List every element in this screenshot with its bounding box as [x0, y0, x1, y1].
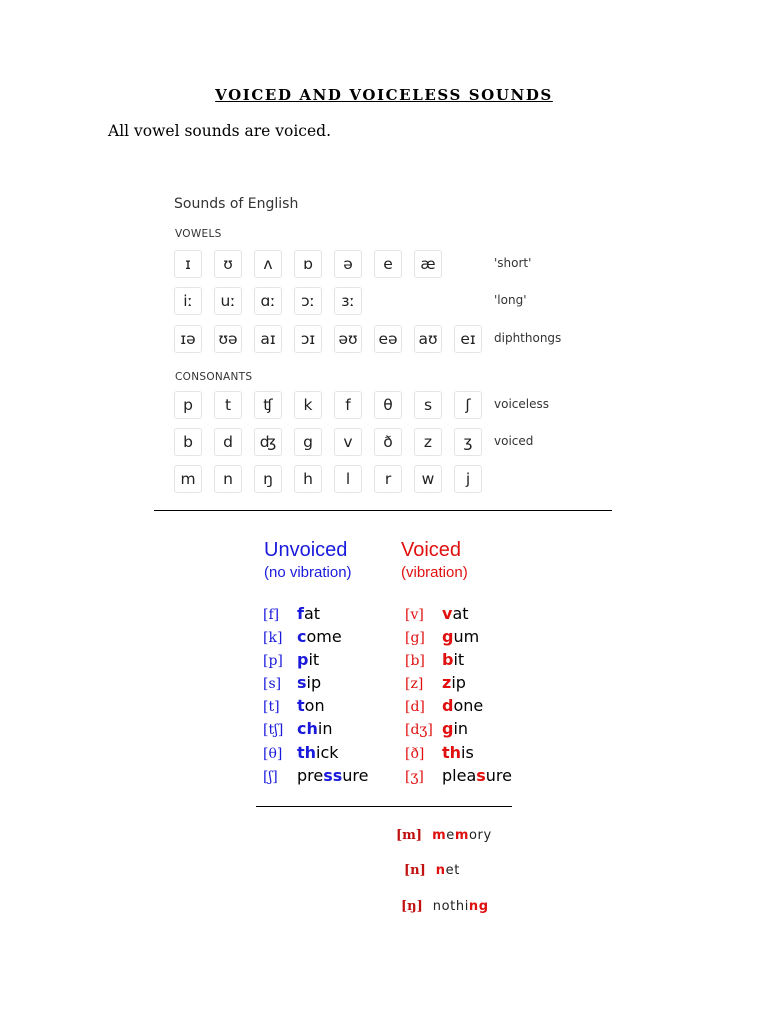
row-label: voiced [494, 434, 534, 448]
phoneme-cell: ɑː [254, 287, 282, 315]
sound-row [174, 250, 454, 278]
divider [154, 510, 612, 511]
consonants-label: CONSONANTS [175, 371, 253, 383]
phoneme-cell: θ [374, 391, 402, 419]
nasal-word: memory [432, 828, 492, 843]
phoneme-cell: j [454, 465, 482, 493]
voiced-word: this [442, 743, 474, 762]
sound-row [174, 391, 494, 419]
phoneme-cell: h [294, 465, 322, 493]
phoneme-cell: aɪ [254, 325, 282, 353]
voiced-word: vat [442, 604, 469, 623]
phoneme-cell: ŋ [254, 465, 282, 493]
phoneme-cell: eɪ [454, 325, 482, 353]
sounds-chart-title: Sounds of English [174, 196, 299, 212]
unvoiced-word: chin [297, 719, 333, 738]
row-label: voiceless [494, 397, 549, 411]
voiced-ipa: [dʒ] [405, 722, 433, 738]
unvoiced-word: ton [297, 696, 325, 715]
unvoiced-ipa: [ʃ] [263, 769, 278, 785]
nasal-row [396, 828, 492, 843]
unvoiced-heading: Unvoiced [264, 539, 348, 561]
unvoiced-ipa: [p] [263, 653, 283, 669]
phoneme-cell: n [214, 465, 242, 493]
voiced-heading: Voiced [401, 539, 462, 561]
nasal-ipa: [m] [396, 828, 423, 843]
phoneme-cell: əʊ [334, 325, 362, 353]
voiced-word: gin [442, 719, 469, 738]
phoneme-cell: ɒ [294, 250, 322, 278]
unvoiced-ipa: [t] [263, 699, 280, 715]
unvoiced-ipa: [f] [263, 607, 280, 623]
phoneme-cell: l [334, 465, 362, 493]
phoneme-cell: e [374, 250, 402, 278]
voiced-ipa: [g] [405, 630, 425, 646]
sound-row [174, 325, 494, 353]
phoneme-cell: uː [214, 287, 242, 315]
nasal-row [404, 863, 460, 878]
unvoiced-ipa: [s] [263, 676, 282, 692]
voiced-ipa: [d] [405, 699, 425, 715]
unvoiced-word: pressure [297, 766, 369, 785]
sound-row [174, 465, 494, 493]
unvoiced-word: thick [297, 743, 339, 762]
phoneme-cell: ɪ [174, 250, 202, 278]
phoneme-cell: ə [334, 250, 362, 278]
phoneme-cell: p [174, 391, 202, 419]
voiced-ipa: [b] [405, 653, 425, 669]
row-label: diphthongs [494, 331, 562, 345]
unvoiced-word: sip [297, 673, 322, 692]
phoneme-cell: r [374, 465, 402, 493]
nasal-ipa: [n] [404, 863, 426, 878]
voiced-word: done [442, 696, 484, 715]
unvoiced-ipa: [tʃ] [263, 722, 284, 738]
unvoiced-word: fat [297, 604, 321, 623]
nasal-ipa: [ŋ] [401, 899, 423, 914]
unvoiced-ipa: [k] [263, 630, 283, 646]
unvoiced-ipa: [θ] [263, 746, 283, 762]
phoneme-cell: aʊ [414, 325, 442, 353]
document-title: VOICED AND VOICELESS SOUNDS [215, 86, 553, 104]
voiced-ipa: [v] [405, 607, 424, 623]
vowels-label: VOWELS [175, 228, 222, 240]
phoneme-cell: æ [414, 250, 442, 278]
row-label: 'short' [494, 256, 532, 270]
sound-row [174, 428, 494, 456]
phoneme-cell: k [294, 391, 322, 419]
voiced-ipa: [ð] [405, 746, 425, 762]
phoneme-cell: ɔɪ [294, 325, 322, 353]
sound-row [174, 287, 374, 315]
phoneme-cell: eə [374, 325, 402, 353]
phoneme-cell: ʃ [454, 391, 482, 419]
phoneme-cell: b [174, 428, 202, 456]
phoneme-cell: s [414, 391, 442, 419]
phoneme-cell: ʌ [254, 250, 282, 278]
nasal-row [401, 899, 489, 914]
unvoiced-word: pit [297, 650, 320, 669]
phoneme-cell: ð [374, 428, 402, 456]
phoneme-cell: ʊ [214, 250, 242, 278]
intro-text: All vowel sounds are voiced. [108, 122, 332, 140]
divider-short [256, 806, 512, 807]
nasal-word: net [435, 863, 460, 878]
phoneme-cell: g [294, 428, 322, 456]
phoneme-cell: ʤ [254, 428, 282, 456]
phoneme-cell: w [414, 465, 442, 493]
phoneme-cell: ʒ [454, 428, 482, 456]
nasal-word: nothing [432, 899, 489, 914]
voiced-ipa: [z] [405, 676, 424, 692]
phoneme-cell: ʧ [254, 391, 282, 419]
phoneme-cell: ɜː [334, 287, 362, 315]
phoneme-cell: t [214, 391, 242, 419]
row-label: 'long' [494, 293, 527, 307]
phoneme-cell: f [334, 391, 362, 419]
phoneme-cell: iː [174, 287, 202, 315]
phoneme-cell: d [214, 428, 242, 456]
phoneme-cell: m [174, 465, 202, 493]
phoneme-cell: ɔː [294, 287, 322, 315]
phoneme-cell: ɪə [174, 325, 202, 353]
voiced-word: gum [442, 627, 480, 646]
voiced-ipa: [ʒ] [405, 769, 424, 785]
voiced-word: zip [442, 673, 466, 692]
voiced-subheading: (vibration) [401, 564, 468, 581]
phoneme-cell: z [414, 428, 442, 456]
phoneme-cell: ʊə [214, 325, 242, 353]
phoneme-cell: v [334, 428, 362, 456]
unvoiced-subheading: (no vibration) [264, 564, 352, 581]
unvoiced-word: come [297, 627, 342, 646]
voiced-word: pleasure [442, 766, 512, 785]
voiced-word: bit [442, 650, 465, 669]
